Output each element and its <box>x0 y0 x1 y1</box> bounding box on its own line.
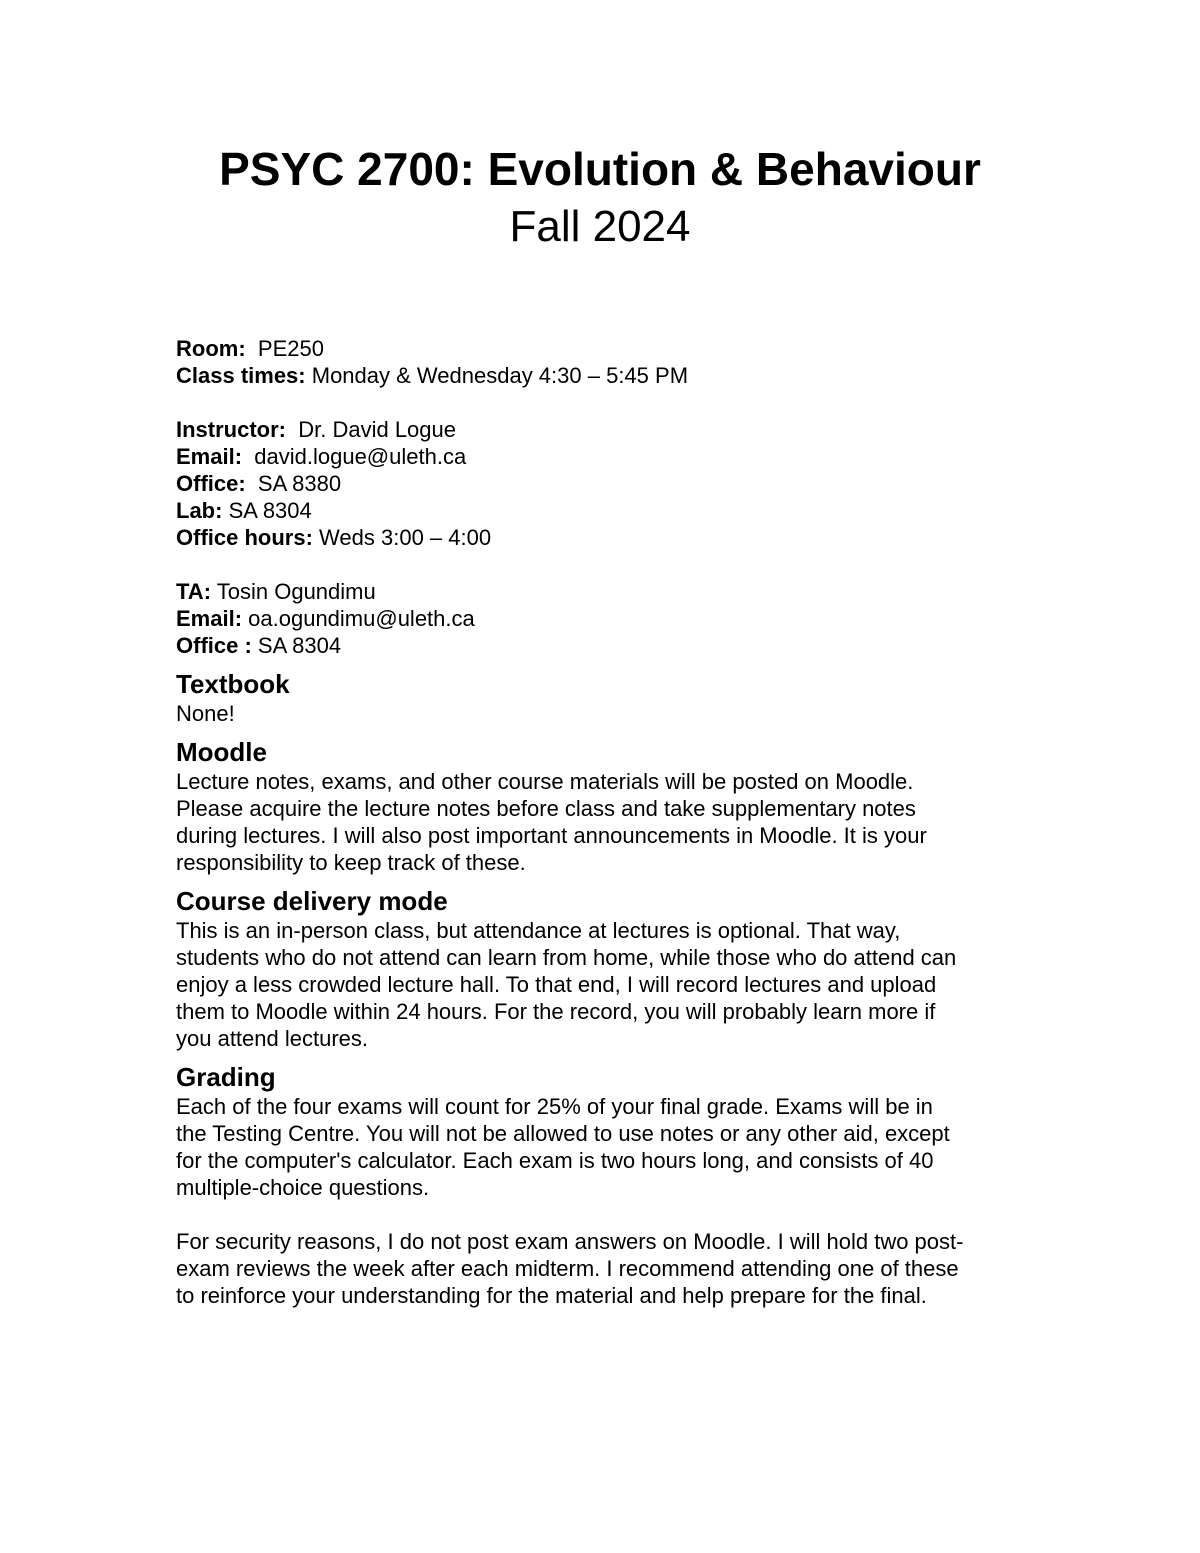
instructor-office-value: SA 8380 <box>257 471 342 496</box>
instructor-office-label: Office: <box>176 471 246 496</box>
grading-line: For security reasons, I do not post exam answers on Moodle. I will hold two post- <box>176 1229 964 1254</box>
grading-paragraph-2 <box>176 1228 1036 1309</box>
instructor-email-label: Email: <box>176 444 243 469</box>
grading-line: to reinforce your understanding for the material and help prepare for the final. <box>176 1283 927 1308</box>
ta-office-value: SA 8304 <box>257 633 342 658</box>
delivery-line: enjoy a less crowded lecture hall. To that end, I will record lectures and upload <box>176 972 937 997</box>
term-subtitle: Fall 2024 <box>509 202 691 251</box>
moodle-line: responsibility to keep track of these. <box>176 850 526 875</box>
grading-heading: Grading <box>176 1062 276 1092</box>
title-block <box>0 140 1200 256</box>
class-times-label: Class times: <box>176 363 306 388</box>
instructor-email-value: david.logue@uleth.ca <box>254 444 467 469</box>
spacer <box>176 1201 1036 1228</box>
ta-email-value: oa.ogundimu@uleth.ca <box>248 606 475 631</box>
ta-office-line <box>176 632 1036 659</box>
moodle-heading: Moodle <box>176 737 267 767</box>
grading-line: Each of the four exams will count for 25% of your final grade. Exams will be in <box>176 1094 933 1119</box>
textbook-line: None! <box>176 701 235 726</box>
moodle-line: Please acquire the lecture notes before class and take supplementary notes <box>176 796 916 821</box>
delivery-line: students who do not attend can learn from home, while those who do attend can <box>176 945 957 970</box>
grading-line: multiple-choice questions. <box>176 1175 430 1200</box>
delivery-body <box>176 917 1036 1052</box>
lab-value: SA 8304 <box>228 498 312 523</box>
spacer <box>176 551 1036 578</box>
ta-value: Tosin Ogundimu <box>216 579 376 604</box>
instructor-office-line <box>176 470 1036 497</box>
syllabus-content <box>176 335 1036 1309</box>
grading-line: exam reviews the week after each midterm. I recommend attending one of these <box>176 1256 959 1281</box>
course-title: PSYC 2700: Evolution & Behaviour <box>219 143 981 195</box>
room-line <box>176 335 1036 362</box>
grading-paragraph-1 <box>176 1093 1036 1201</box>
delivery-heading: Course delivery mode <box>176 886 448 916</box>
spacer <box>176 389 1036 416</box>
grading-line: the Testing Centre. You will not be allowed to use notes or any other aid, except <box>176 1121 950 1146</box>
grading-line: for the computer's calculator. Each exam is two hours long, and consists of 40 <box>176 1148 934 1173</box>
room-label: Room: <box>176 336 246 361</box>
instructor-value: Dr. David Logue <box>298 417 456 442</box>
ta-email-line <box>176 605 1036 632</box>
instructor-label: Instructor: <box>176 417 286 442</box>
textbook-heading: Textbook <box>176 669 290 699</box>
delivery-line: them to Moodle within 24 hours. For the record, you will probably learn more if <box>176 999 936 1024</box>
instructor-email-line <box>176 443 1036 470</box>
class-times-value: Monday & Wednesday 4:30 – 5:45 PM <box>311 363 689 388</box>
moodle-line: Lecture notes, exams, and other course materials will be posted on Moodle. <box>176 769 914 794</box>
lab-line <box>176 497 1036 524</box>
ta-email-label: Email: <box>176 606 243 631</box>
ta-line <box>176 578 1036 605</box>
ta-office-label: Office : <box>176 633 252 658</box>
instructor-line <box>176 416 1036 443</box>
office-hours-value: Weds 3:00 – 4:00 <box>319 525 492 550</box>
lab-label: Lab: <box>176 498 223 523</box>
office-hours-label: Office hours: <box>176 525 313 550</box>
moodle-line: during lectures. I will also post important announcements in Moodle. It is your <box>176 823 927 848</box>
delivery-line: you attend lectures. <box>176 1026 369 1051</box>
ta-label: TA: <box>176 579 212 604</box>
delivery-line: This is an in-person class, but attendance at lectures is optional. That way, <box>176 918 901 943</box>
office-hours-line <box>176 524 1036 551</box>
class-times-line <box>176 362 1036 389</box>
moodle-body <box>176 768 1036 876</box>
textbook-body <box>176 700 1036 727</box>
room-value: PE250 <box>257 336 324 361</box>
